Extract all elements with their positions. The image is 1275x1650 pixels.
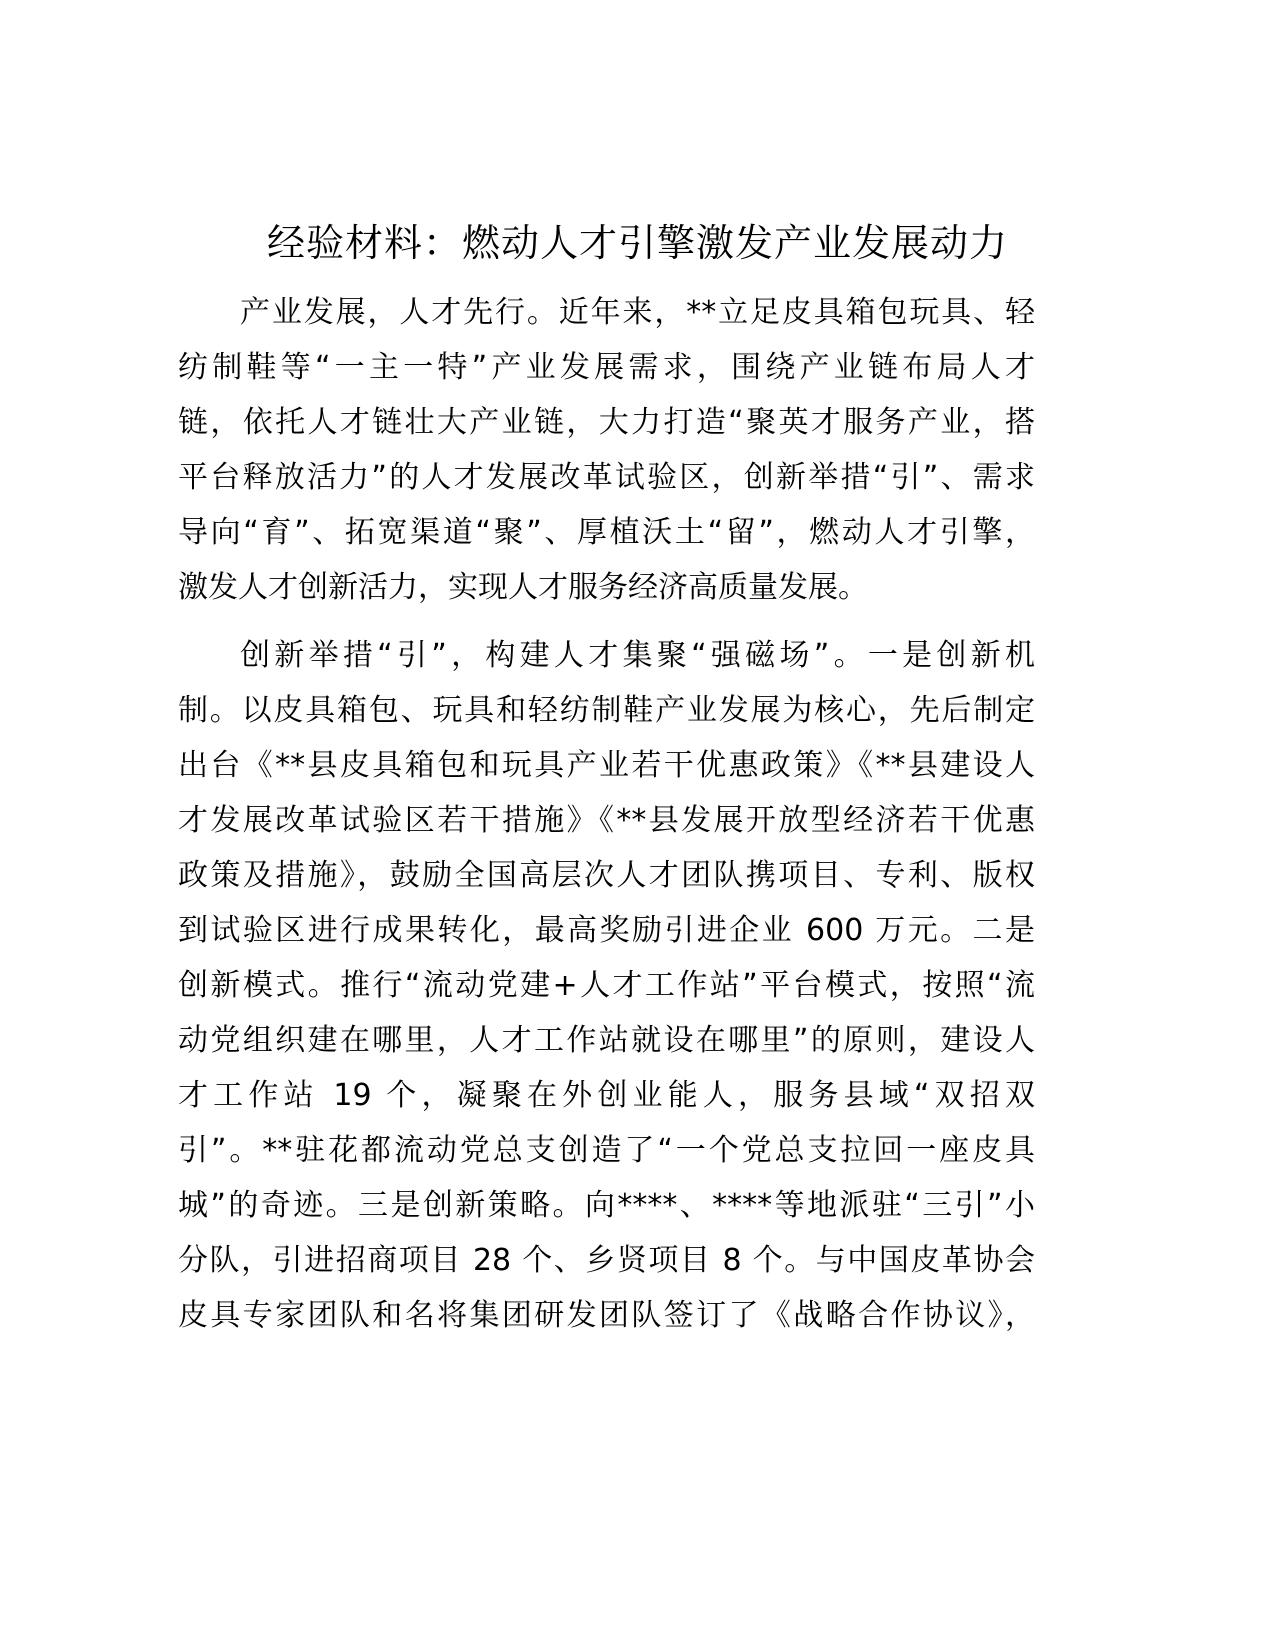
- text-line: 引”。**驻花都流动党总支创造了“一个党总支拉回一座皮具: [178, 1133, 1035, 1168]
- text-line: 城”的奇迹。三是创新策略。向****、****等地派驻“三引”小: [178, 1188, 1035, 1223]
- text-line: 激发人才创新活力，实现人才服务经济高质量发展。: [178, 570, 868, 605]
- text-line: 创新举措“引”，构建人才集聚“强磁场”。一是创新机: [240, 638, 1035, 673]
- text-line: 皮具专家团队和名将集团研发团队签订了《战略合作协议》，: [178, 1298, 1035, 1333]
- text-line: 才发展改革试验区若干措施》《**县发展开放型经济若干优惠: [178, 803, 1035, 838]
- paragraph-intro: [178, 285, 1035, 615]
- paragraph-innovation: [178, 628, 1035, 1343]
- text-line: 导向“育”、拓宽渠道“聚”、厚植沃土“留”，燃动人才引擎，: [178, 515, 1035, 550]
- text-line: 纺制鞋等“一主一特”产业发展需求，围绕产业链布局人才: [178, 350, 1035, 385]
- text-line: 动党组织建在哪里，人才工作站就设在哪里”的原则，建设人: [178, 1023, 1035, 1058]
- text-line: 制。以皮具箱包、玩具和轻纺制鞋产业发展为核心，先后制定: [178, 693, 1035, 728]
- text-line: 链，依托人才链壮大产业链，大力打造“聚英才服务产业，搭: [178, 405, 1035, 440]
- text-line: 出台《**县皮具箱包和玩具产业若干优惠政策》《**县建设人: [178, 748, 1035, 783]
- text-line: 才工作站 19 个，凝聚在外创业能人，服务县域“双招双: [178, 1078, 1035, 1113]
- text-line: 产业发展，人才先行。近年来，**立足皮具箱包玩具、轻: [240, 295, 1035, 330]
- text-line: 创新模式。推行“流动党建+人才工作站”平台模式，按照“流: [178, 968, 1035, 1003]
- text-line: 分队，引进招商项目 28 个、乡贤项目 8 个。与中国皮革协会: [178, 1243, 1035, 1278]
- text-line: 到试验区进行成果转化，最高奖励引进企业 600 万元。二是: [178, 913, 1035, 948]
- text-line: 平台释放活力”的人才发展改革试验区，创新举措“引”、需求: [178, 460, 1035, 495]
- text-line: 政策及措施》，鼓励全国高层次人才团队携项目、专利、版权: [178, 858, 1035, 893]
- document-title: 经验材料：燃动人才引擎激发产业发展动力: [266, 221, 1008, 265]
